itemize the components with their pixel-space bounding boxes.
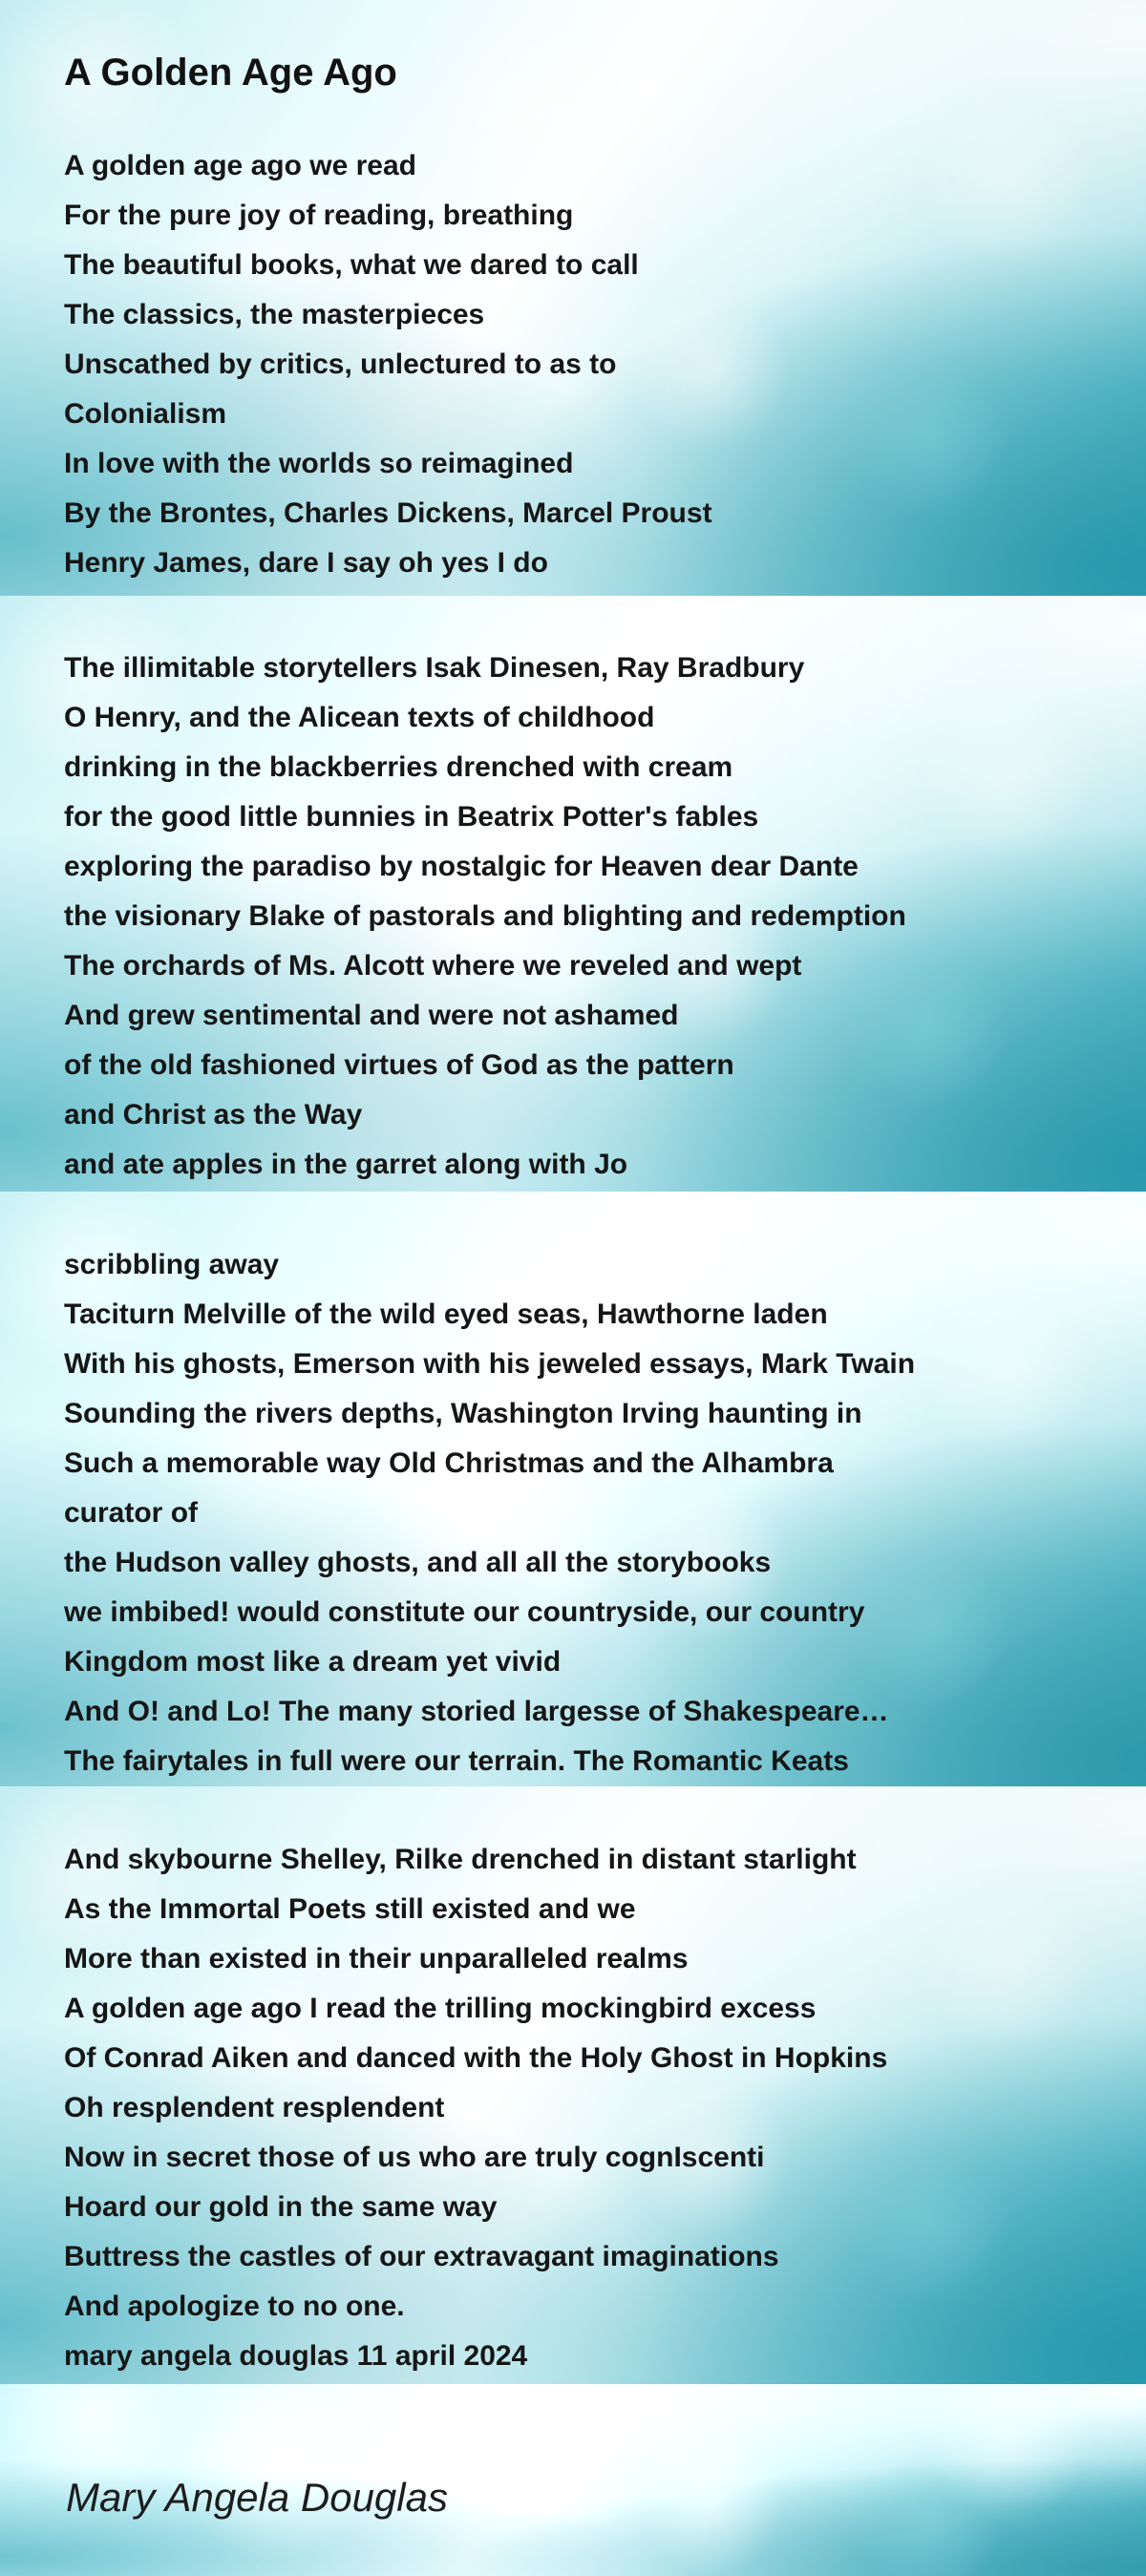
stanza-3 [64,1240,915,1786]
poem-panel-3 [0,1192,1146,1786]
poem-line: And grew sentimental and were not ashamed [64,1000,679,1031]
poem-panel-4 [0,1786,1146,2384]
stanza-4 [64,1835,887,2381]
poem-line: for the good little bunnies in Beatrix Potter's fables [64,801,759,833]
poem-line: And skybourne Shelley, Rilke drenched in distant starlight [64,1844,857,1875]
poem-line: Such a memorable way Old Christmas and the Alhambra [64,1447,834,1479]
poem-line: The illimitable storytellers Isak Dinesen, Ray Bradbury [64,652,805,684]
poem-line: Taciturn Melville of the wild eyed seas, Hawthorne laden [64,1299,828,1330]
poem-line: scribbling away [64,1249,280,1280]
poem-line: A golden age ago we read [64,150,416,181]
poem-signature-line: mary angela douglas 11 april 2024 [64,2340,528,2372]
poem-line: of the old fashioned virtues of God as the pattern [64,1049,734,1081]
poem-line: the Hudson valley ghosts, and all all the storybooks [64,1547,772,1578]
poem-line: Unscathed by critics, unlectured to as to [64,348,617,380]
author-name: Mary Angela Douglas [66,2475,448,2520]
poem-line: curator of [64,1497,199,1529]
poem-line: With his ghosts, Emerson with his jeweled essays, Mark Twain [64,1348,916,1380]
poem-line: Oh resplendent resplendent [64,2092,445,2123]
poem-line: Buttress the castles of our extravagant imaginations [64,2241,779,2272]
poem-line: the visionary Blake of pastorals and blighting and redemption [64,900,906,932]
poem-line: exploring the paradiso by nostalgic for Heaven dear Dante [64,851,859,882]
poem-line: Now in secret those of us who are truly cognIscenti [64,2142,765,2173]
poem-line: A golden age ago I read the trilling mockingbird excess [64,1993,817,2024]
poem-line: we imbibed! would constitute our countryside, our country [64,1596,865,1628]
author-panel [0,2384,1146,2576]
poem-line: More than existed in their unparalleled realms [64,1943,689,1974]
poem-line: For the pure joy of reading, breathing [64,200,574,231]
poem-line: Hoard our gold in the same way [64,2191,498,2223]
poem-line: Kingdom most like a dream yet vivid [64,1646,562,1678]
poem-line: Sounding the rivers depths, Washington Irving haunting in [64,1398,862,1429]
poem-line: and Christ as the Way [64,1099,363,1130]
poem-line: The orchards of Ms. Alcott where we reveled and wept [64,950,802,982]
stanza-1 [64,141,712,588]
poem-line: And apologize to no one. [64,2291,405,2322]
poem-line: The beautiful books, what we dared to call [64,249,639,281]
poem-line: O Henry, and the Alicean texts of childhood [64,702,655,733]
poem-line: Colonialism [64,398,227,430]
poem-line: The fairytales in full were our terrain. The Romantic Keats [64,1745,849,1777]
poem-line: And O! and Lo! The many storied largesse of Shakespeare… [64,1696,889,1727]
poem-panel-1 [0,0,1146,596]
poem-line: and ate apples in the garret along with Jo [64,1149,628,1180]
poem-panel-2 [0,596,1146,1192]
poem-title: A Golden Age Ago [64,52,397,94]
poem-line: In love with the worlds so reimagined [64,448,574,479]
poem-line: By the Brontes, Charles Dickens, Marcel Proust [64,497,712,529]
poem-line: Henry James, dare I say oh yes I do [64,547,548,579]
poem-line: As the Immortal Poets still existed and we [64,1893,636,1925]
poem-line: Of Conrad Aiken and danced with the Holy Ghost in Hopkins [64,2042,888,2074]
poem-line: The classics, the masterpieces [64,299,485,330]
poem-line: drinking in the blackberries drenched with cream [64,751,733,783]
stanza-2 [64,644,906,1190]
